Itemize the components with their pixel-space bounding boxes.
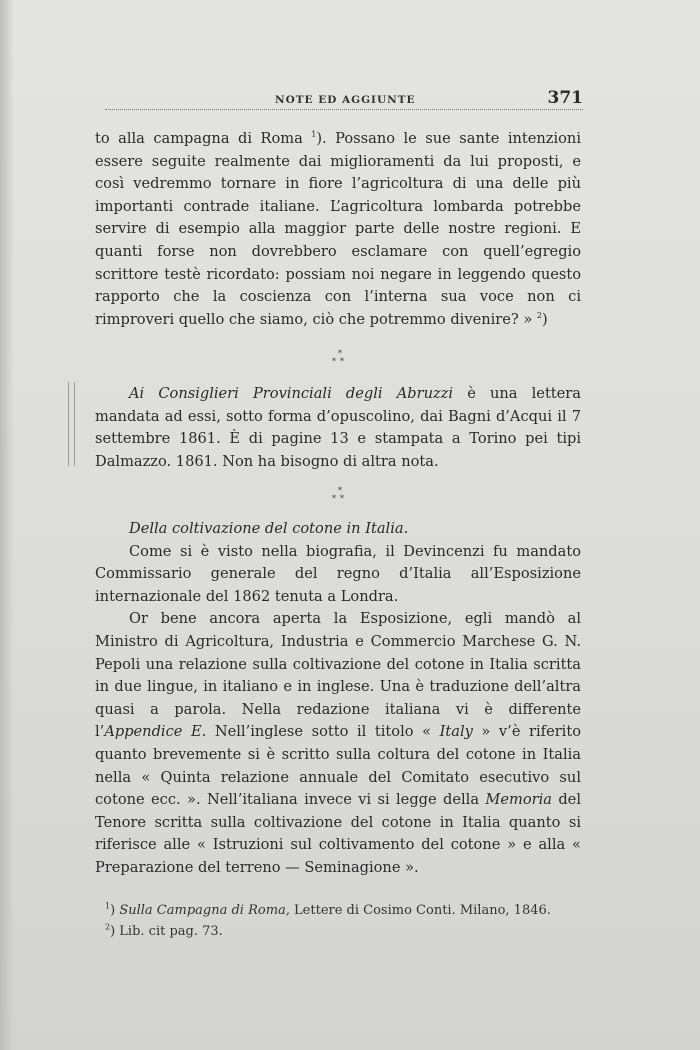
paragraph-abruzzi xyxy=(95,383,581,473)
page-header xyxy=(105,88,583,112)
abruzzi-title: Ai Consiglieri Provinciali degli Abruzzi xyxy=(129,385,454,402)
binding-shadow xyxy=(0,0,14,1050)
asterism-top: * xyxy=(338,349,342,358)
margin-marks xyxy=(68,382,82,466)
para1-text-b: ). Possano le sue sante intenzioni essere seguite realmente dai miglioramenti da lui proposti, e così vedremmo tornare in fiore l’agricoltura di una delle più importanti contrade italiane. L’agricoltura lombarda potrebbe servire di esempio alla maggior parte delle nostre regioni. E quanti forse non dovrebbero esclamare con quell’egregio scrittore testè ricordato: possiam noi negare in leggendo questo rapporto che la coscienza con l’interna sua voce non ci rimproveri quello che siamo, ciò che potremmo divenire? » xyxy=(95,130,581,328)
footnote-1: $^1$) Sulla Campagna di Roma, Lettere di Cosimo Conti. Milano, 1846. xyxy=(105,901,551,918)
section-asterism-1 xyxy=(330,350,350,370)
footnotes xyxy=(105,900,583,942)
paragraph-roma xyxy=(95,128,581,331)
footnote-ref-2: 2 xyxy=(536,310,543,320)
para1-text-c: ) xyxy=(542,310,548,328)
para1-text-a: to alla campagna di Roma xyxy=(95,130,312,147)
asterism-top: * xyxy=(338,486,342,495)
abruzzi-text: è una lettera mandata ad essi, sotto forma d’opuscolino, dai Bagni d’Acqui il 7 settembre 1861. È di pagine 13 e stampata a Torino pei tipi Dalmazzo. 1861. Non ha bisogno di altra nota. xyxy=(95,385,581,470)
memoria-title: Memoria xyxy=(485,791,552,809)
cotone-para-1: Come si è visto nella biografia, il Devincenzi fu mandato Commissario generale del regno d’Italia all’Esposizione internazionale del 1862 tenuta a Londra. xyxy=(95,542,581,605)
running-head: NOTE ED AGGIUNTE xyxy=(275,94,416,106)
page-number: 371 xyxy=(547,88,583,108)
appendice-ref: Appendice E. xyxy=(104,723,207,741)
asterism-bottom: ** xyxy=(332,494,348,503)
section-heading: Della coltivazione del cotone in Italia. xyxy=(129,520,409,537)
footnote-2: $^2$) Lib. cit pag. 73. xyxy=(105,922,223,939)
section-asterism-2 xyxy=(330,487,350,507)
asterism-bottom: ** xyxy=(332,357,348,366)
header-rule xyxy=(105,109,583,110)
italy-title: Italy xyxy=(439,723,473,741)
section-cotone xyxy=(95,518,581,880)
footnote-ref-1: 1 xyxy=(311,130,317,140)
cotone-para-2: Or bene ancora aperta la Esposizione, egli mandò al Ministro di Agricoltura, Industria e Commercio Marchese G. N. Pepoli una relazione sulla coltivazione del cotone in Italia scritta in due lingue, in italiano e in inglese. Una è traduzione dell’altra quasi a parola. Nella redazione italiana vi è differente l’Appendice E. Nell’inglese sotto il titolo « Italy » v’è riferito quanto brevemente si è scritto sulla coltura del cotone in Italia nella « Quinta relazione annuale del Comitato esecutivo sul cotone ecc. ». Nell’italiana invece vi si legge della Memoria del Tenore scritta sulla coltivazione del cotone in Italia quanto si riferisce alle « Istruzioni sul coltivamento del cotone » e alla « Preparazione del terreno — Seminagione ». xyxy=(95,610,581,876)
